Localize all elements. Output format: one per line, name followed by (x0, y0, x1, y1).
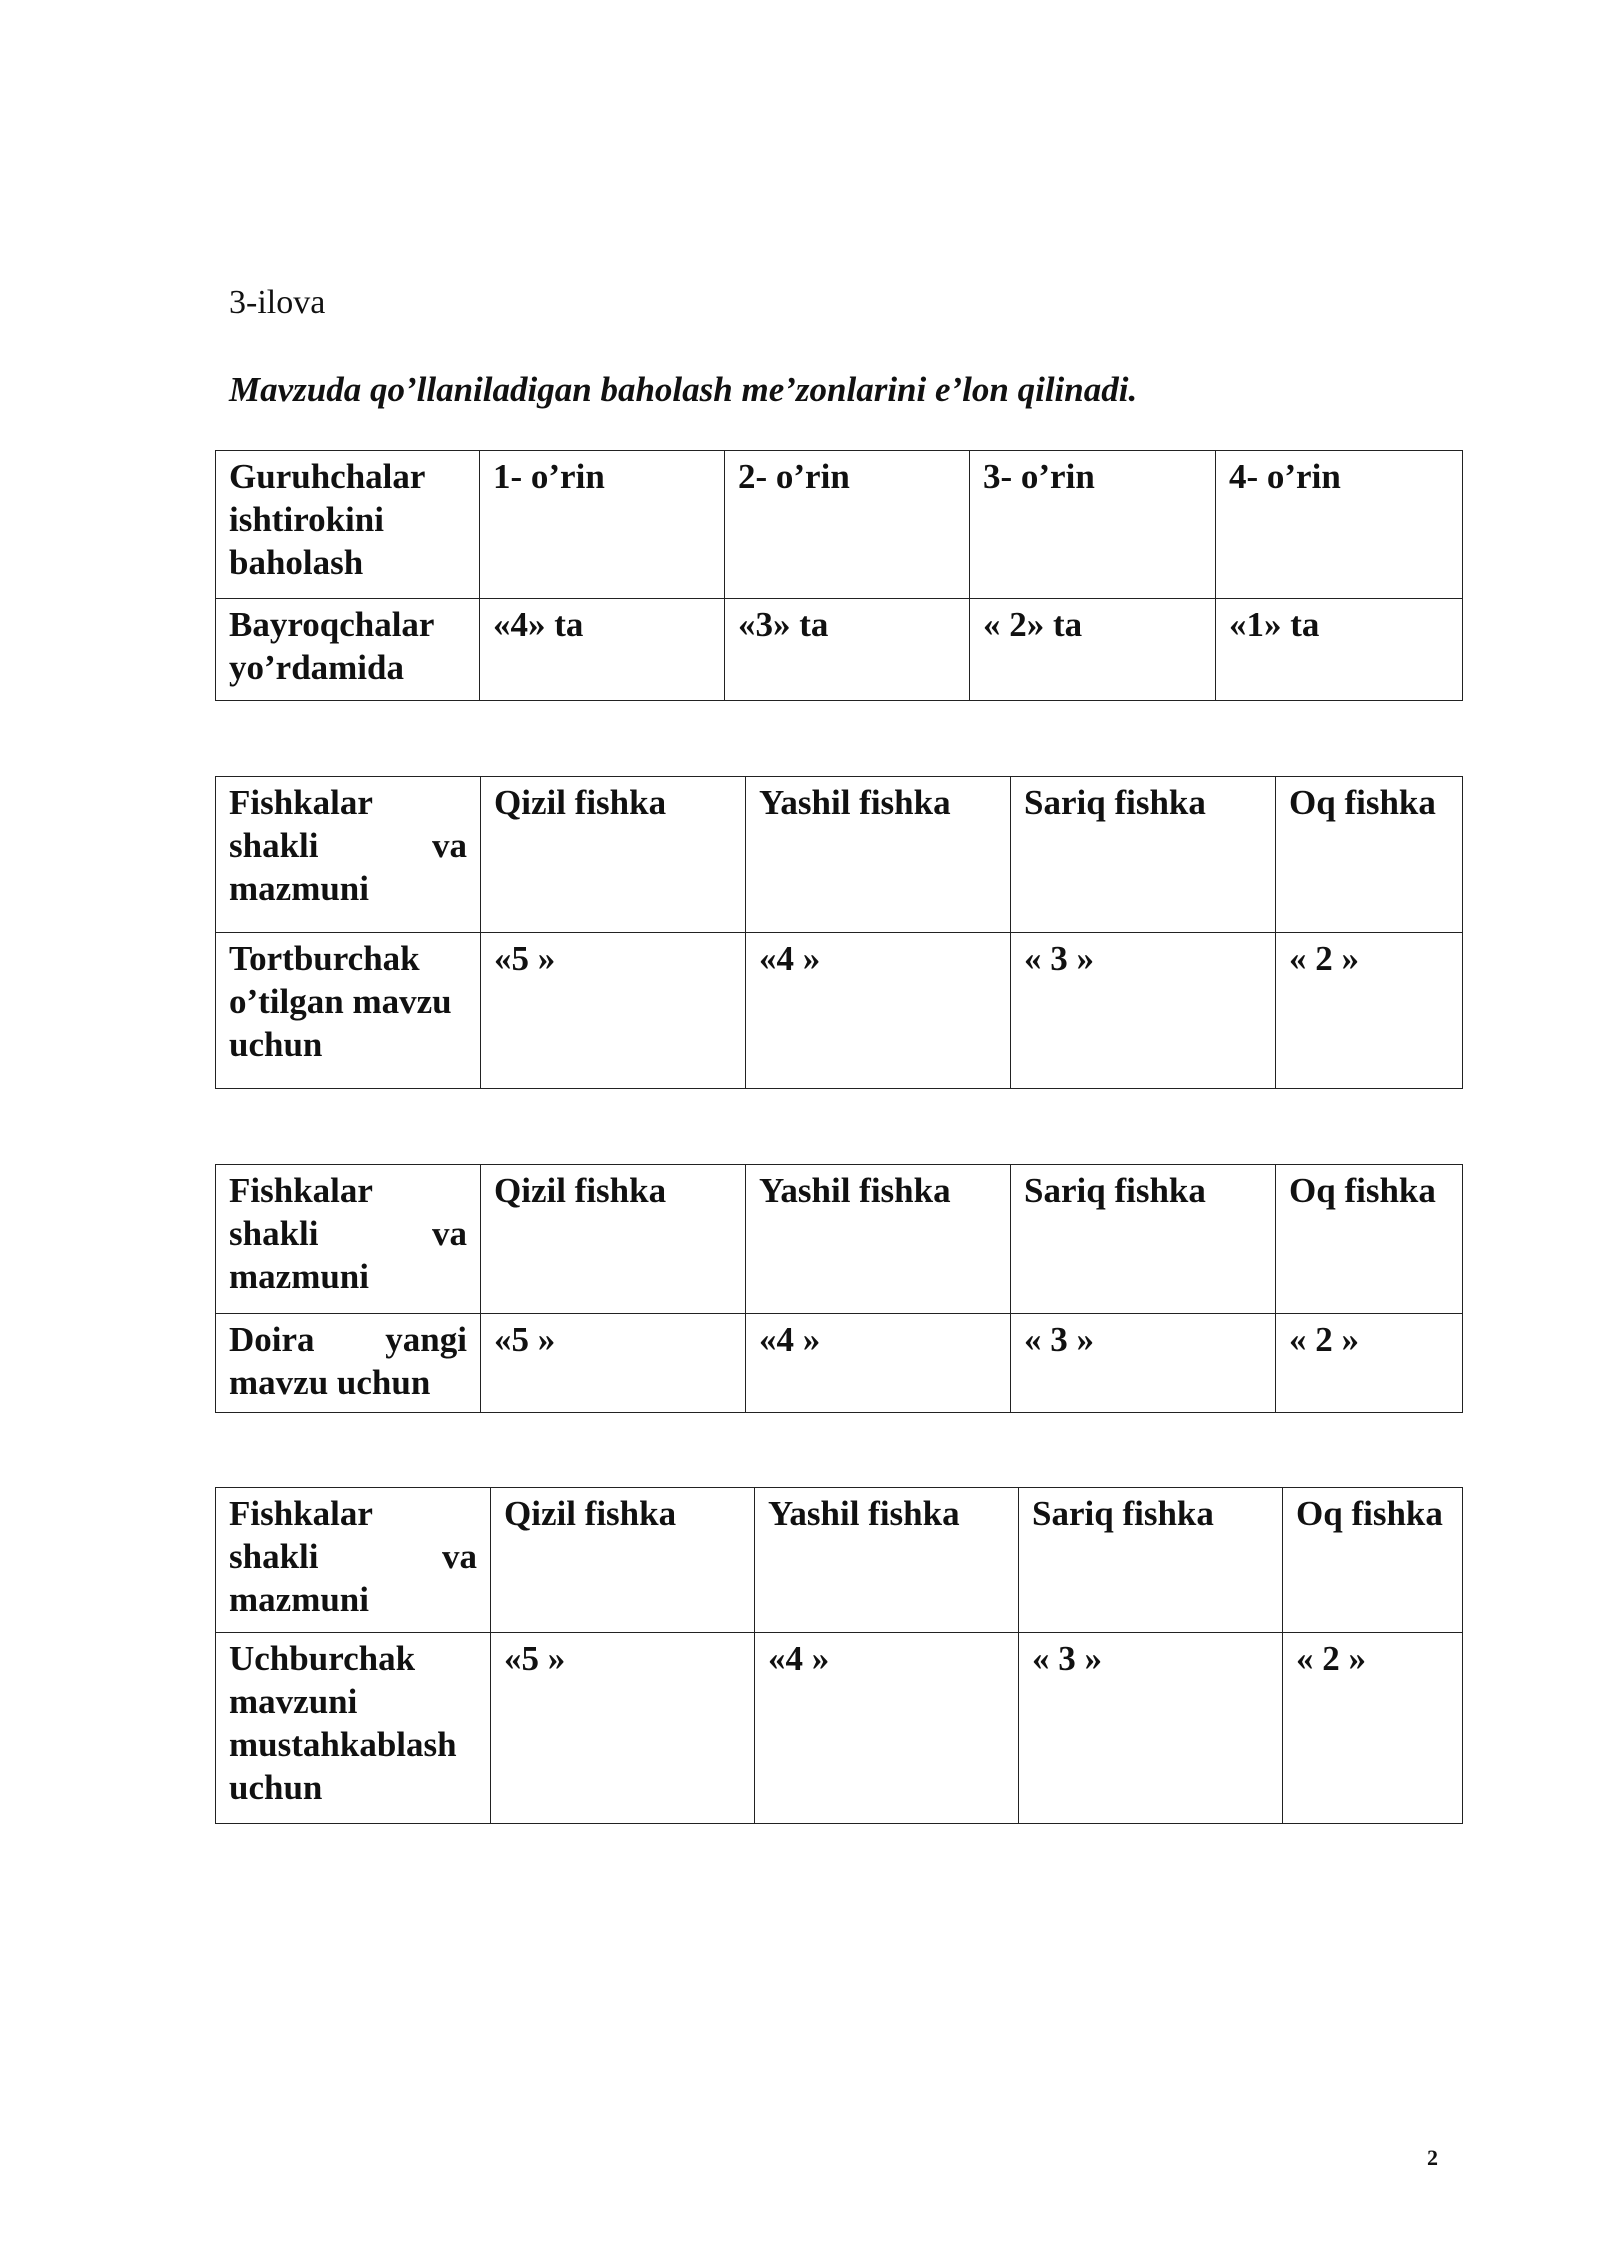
table-cell: «5 » (481, 1314, 746, 1413)
chip-rectangle-table (215, 776, 1463, 1089)
cell-line (229, 824, 467, 867)
table-header-row (216, 451, 1463, 599)
cell-word: va (432, 826, 467, 865)
page-number: 2 (1427, 2145, 1438, 2170)
table-cell: «5 » (481, 933, 746, 1089)
cell-word: Doira (229, 1320, 315, 1359)
table-cell: Guruhchalar ishtirokini baholash (216, 451, 480, 599)
table-row (216, 1633, 1463, 1824)
cell-line (229, 1212, 467, 1255)
cell-line: mazmuni (229, 1257, 369, 1296)
table-cell: Sariq fishka (1019, 1488, 1283, 1633)
cell-line (229, 1318, 467, 1361)
table-cell: «5 » (491, 1633, 755, 1824)
table-cell: «4 » (746, 1314, 1011, 1413)
table-cell: Uchburchak mavzuni mustahkablash uchun (216, 1633, 491, 1824)
table-cell: «1» ta (1216, 599, 1463, 701)
table-cell: « 2 » (1276, 933, 1463, 1089)
table-cell: 3- o’rin (970, 451, 1216, 599)
table-cell: Yashil fishka (755, 1488, 1019, 1633)
table-cell: Bayroqchalar yo’rdamida (216, 599, 480, 701)
table-row (216, 1314, 1463, 1413)
chip-circle-table (215, 1164, 1463, 1413)
table-row (216, 933, 1463, 1089)
cell-word: va (442, 1537, 477, 1576)
table-header-row (216, 1165, 1463, 1314)
table-cell: Qizil fishka (491, 1488, 755, 1633)
table-cell: «3» ta (725, 599, 970, 701)
table-cell: Tortburchak o’tilgan mavzu uchun (216, 933, 481, 1089)
cell-line: mazmuni (229, 1580, 369, 1619)
table-cell (216, 777, 481, 933)
table-cell: « 3 » (1011, 1314, 1276, 1413)
table-cell: Yashil fishka (746, 1165, 1011, 1314)
table-cell: «4 » (755, 1633, 1019, 1824)
table-cell: 4- o’rin (1216, 451, 1463, 599)
table-cell: Oq fishka (1276, 1165, 1463, 1314)
table-cell (216, 1488, 491, 1633)
cell-line: mazmuni (229, 869, 369, 908)
table-cell (216, 1165, 481, 1314)
table-cell: Sariq fishka (1011, 1165, 1276, 1314)
table-cell: «4» ta (480, 599, 725, 701)
table-cell: 1- o’rin (480, 451, 725, 599)
table-cell: Oq fishka (1276, 777, 1463, 933)
table-cell (216, 1314, 481, 1413)
table-cell: « 2» ta (970, 599, 1216, 701)
cell-word: shakli (229, 826, 319, 865)
table-cell: Sariq fishka (1011, 777, 1276, 933)
table-header-row (216, 1488, 1463, 1633)
table-cell: « 2 » (1276, 1314, 1463, 1413)
table-cell: « 2 » (1283, 1633, 1463, 1824)
appendix-label: 3-ilova (229, 284, 326, 321)
table-row (216, 599, 1463, 701)
table-cell: «4 » (746, 933, 1011, 1089)
cell-word: shakli (229, 1537, 319, 1576)
cell-line: Fishkalar (229, 783, 373, 822)
table-cell: 2- o’rin (725, 451, 970, 599)
chip-triangle-table (215, 1487, 1463, 1824)
cell-line: Fishkalar (229, 1171, 373, 1210)
page-subtitle: Mavzuda qo’llaniladigan baholash me’zonlarini e’lon qilinadi. (229, 370, 1138, 409)
table-cell: « 3 » (1011, 933, 1276, 1089)
cell-line (229, 1535, 477, 1578)
table-cell: « 3 » (1019, 1633, 1283, 1824)
table-cell: Qizil fishka (481, 777, 746, 933)
cell-word: shakli (229, 1214, 319, 1253)
cell-word: va (432, 1214, 467, 1253)
table-cell: Oq fishka (1283, 1488, 1463, 1633)
cell-word: yangi (385, 1320, 467, 1359)
table-header-row (216, 777, 1463, 933)
table-cell: Yashil fishka (746, 777, 1011, 933)
cell-line: Fishkalar (229, 1494, 373, 1533)
cell-line: mavzu uchun (229, 1363, 431, 1402)
table-cell: Qizil fishka (481, 1165, 746, 1314)
group-participation-table (215, 450, 1463, 701)
